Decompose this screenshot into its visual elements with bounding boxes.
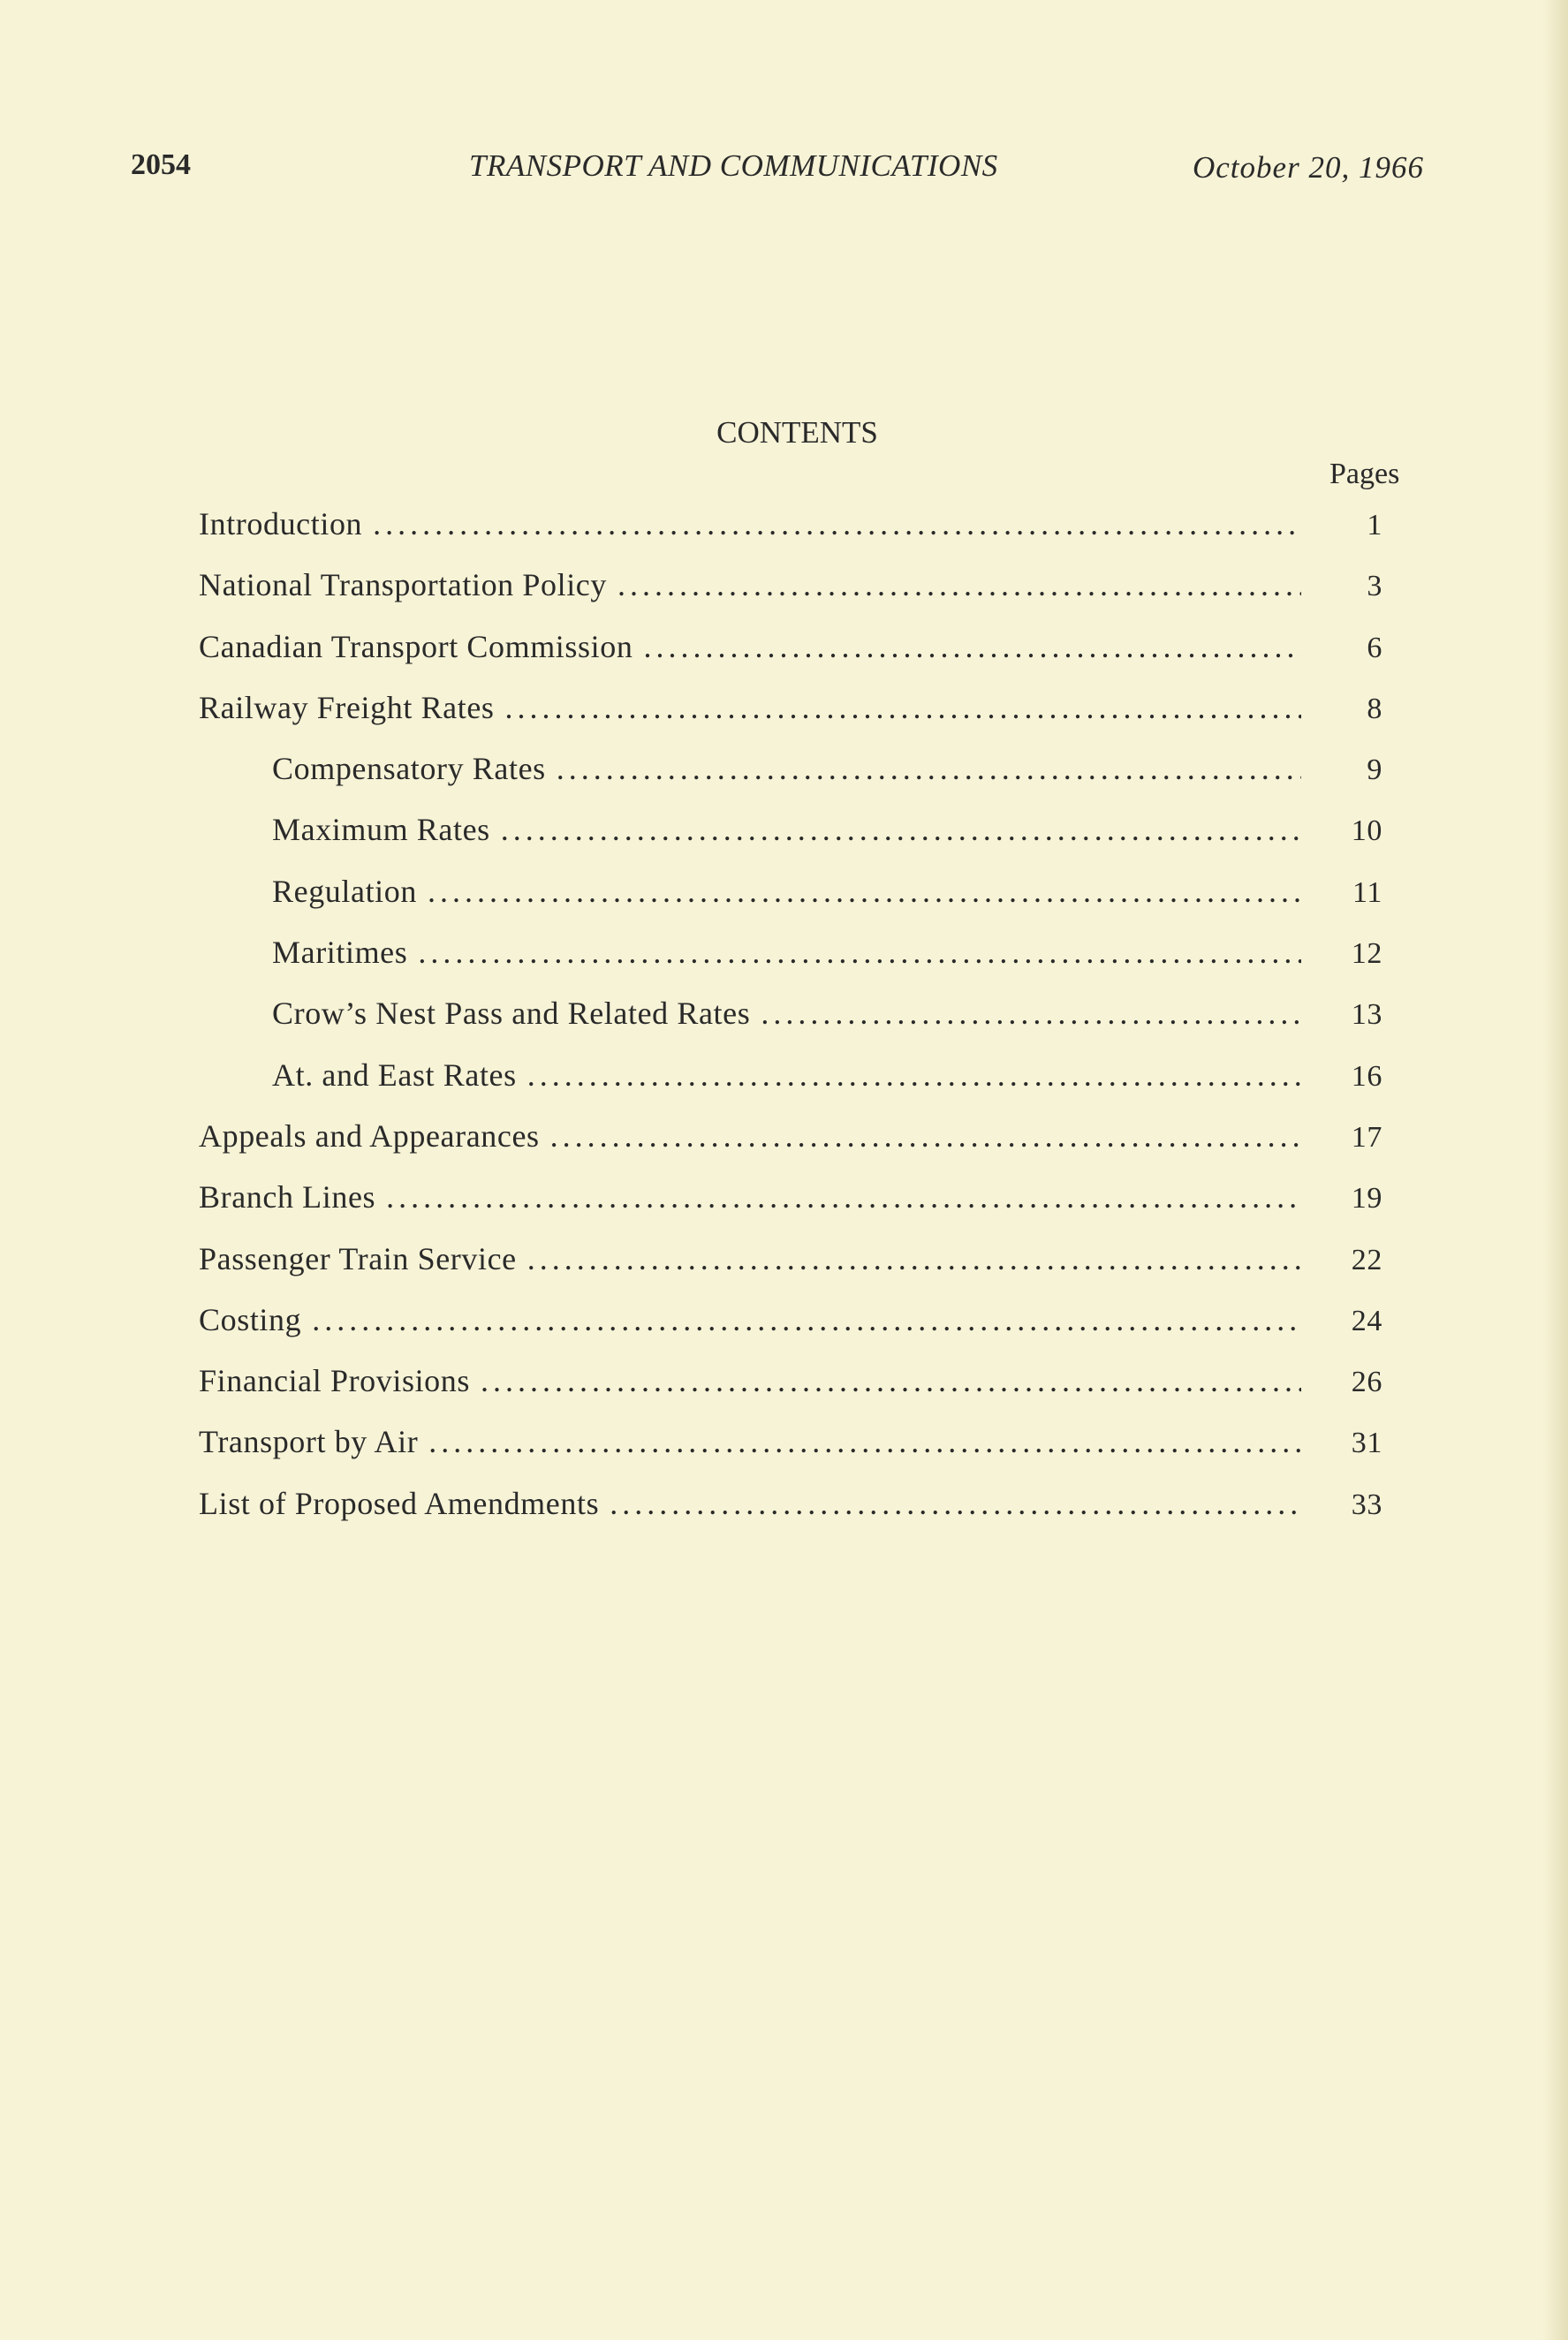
toc-entry-page: 1 bbox=[1367, 509, 1382, 541]
dot-leader bbox=[550, 1117, 1301, 1155]
toc-subentry bbox=[199, 873, 1382, 934]
dot-leader bbox=[557, 750, 1301, 787]
page-number: 2054 bbox=[131, 148, 191, 181]
dot-leader bbox=[643, 628, 1301, 665]
toc-entry-page: 16 bbox=[1351, 1059, 1382, 1093]
dot-leader bbox=[610, 1485, 1301, 1522]
dot-leader bbox=[481, 1362, 1301, 1399]
toc-entry-title: Maximum Rates bbox=[272, 812, 490, 848]
toc-entry-title: At. and East Rates bbox=[272, 1056, 517, 1093]
toc-subentry bbox=[199, 811, 1382, 872]
toc-entry-page: 19 bbox=[1351, 1182, 1382, 1215]
toc-entry bbox=[199, 689, 1382, 750]
toc-entry-title: Transport by Air bbox=[199, 1424, 419, 1460]
toc-entry-page: 6 bbox=[1367, 631, 1382, 664]
toc-entry bbox=[199, 1485, 1382, 1546]
toc-entry-page: 33 bbox=[1351, 1488, 1382, 1521]
toc-entry-title: Compensatory Rates bbox=[272, 751, 546, 787]
toc-entry-title: Appeals and Appearances bbox=[199, 1117, 540, 1154]
toc-entry-page: 11 bbox=[1352, 875, 1382, 909]
running-title: TRANSPORT AND COMMUNICATIONS bbox=[469, 148, 998, 183]
dot-leader bbox=[386, 1178, 1301, 1215]
toc-entry bbox=[199, 505, 1382, 566]
dot-leader bbox=[761, 995, 1301, 1032]
dot-leader bbox=[418, 934, 1301, 971]
toc-entry-title: Crow’s Nest Pass and Related Rates bbox=[272, 996, 751, 1032]
toc-entry-page: 22 bbox=[1351, 1243, 1382, 1276]
toc-entry-page: 12 bbox=[1351, 937, 1382, 971]
dot-leader bbox=[373, 505, 1301, 542]
header-date: October 20, 1966 bbox=[1193, 150, 1424, 185]
toc-entry-page: 17 bbox=[1351, 1120, 1382, 1154]
dot-leader bbox=[501, 811, 1301, 848]
dot-leader bbox=[617, 566, 1301, 603]
toc-entry-title: Costing bbox=[199, 1301, 302, 1337]
toc-entry-title: Passenger Train Service bbox=[199, 1240, 517, 1276]
toc-entry-title: Regulation bbox=[272, 873, 417, 909]
toc-entry-title: National Transportation Policy bbox=[199, 567, 607, 603]
toc-entry-title: Branch Lines bbox=[199, 1179, 376, 1215]
dot-leader bbox=[428, 873, 1301, 910]
toc-entry bbox=[199, 1301, 1382, 1362]
running-header bbox=[131, 148, 1456, 193]
toc-entry bbox=[199, 628, 1382, 689]
contents-heading: CONTENTS bbox=[716, 415, 878, 450]
toc-entry-page: 10 bbox=[1351, 814, 1382, 848]
page-edge-shadow bbox=[1543, 0, 1568, 2340]
dot-leader bbox=[505, 689, 1301, 726]
toc-subentry bbox=[199, 934, 1382, 995]
toc-entry bbox=[199, 1362, 1382, 1423]
toc-entry-page: 24 bbox=[1351, 1304, 1382, 1337]
toc-entry-title: Financial Provisions bbox=[199, 1363, 470, 1399]
toc-entry bbox=[199, 1423, 1382, 1484]
toc-entry bbox=[199, 1240, 1382, 1301]
toc-entry bbox=[199, 1178, 1382, 1239]
dot-leader bbox=[312, 1301, 1301, 1338]
toc-entry-page: 8 bbox=[1367, 692, 1382, 725]
toc-subentry bbox=[199, 750, 1382, 811]
toc-entry-page: 26 bbox=[1351, 1366, 1382, 1399]
toc-entry bbox=[199, 1117, 1382, 1178]
toc-subentry bbox=[199, 995, 1382, 1056]
toc-entry-title: List of Proposed Amendments bbox=[199, 1485, 600, 1521]
pages-column-label: Pages bbox=[1329, 458, 1400, 490]
toc-entry-page: 13 bbox=[1351, 998, 1382, 1032]
dot-leader bbox=[527, 1056, 1301, 1094]
dot-leader bbox=[527, 1240, 1301, 1277]
toc-entry-page: 9 bbox=[1367, 753, 1382, 787]
toc-entry-page: 31 bbox=[1351, 1427, 1382, 1460]
toc-entry-title: Canadian Transport Commission bbox=[199, 628, 633, 664]
toc-entry-title: Introduction bbox=[199, 506, 363, 541]
toc-entry-title: Maritimes bbox=[272, 935, 408, 971]
toc-entry bbox=[199, 566, 1382, 627]
dot-leader bbox=[428, 1423, 1301, 1460]
toc-entry-page: 3 bbox=[1367, 570, 1382, 603]
toc-subentry bbox=[199, 1056, 1382, 1117]
toc-entry-title: Railway Freight Rates bbox=[199, 689, 495, 725]
table-of-contents bbox=[199, 505, 1382, 1546]
